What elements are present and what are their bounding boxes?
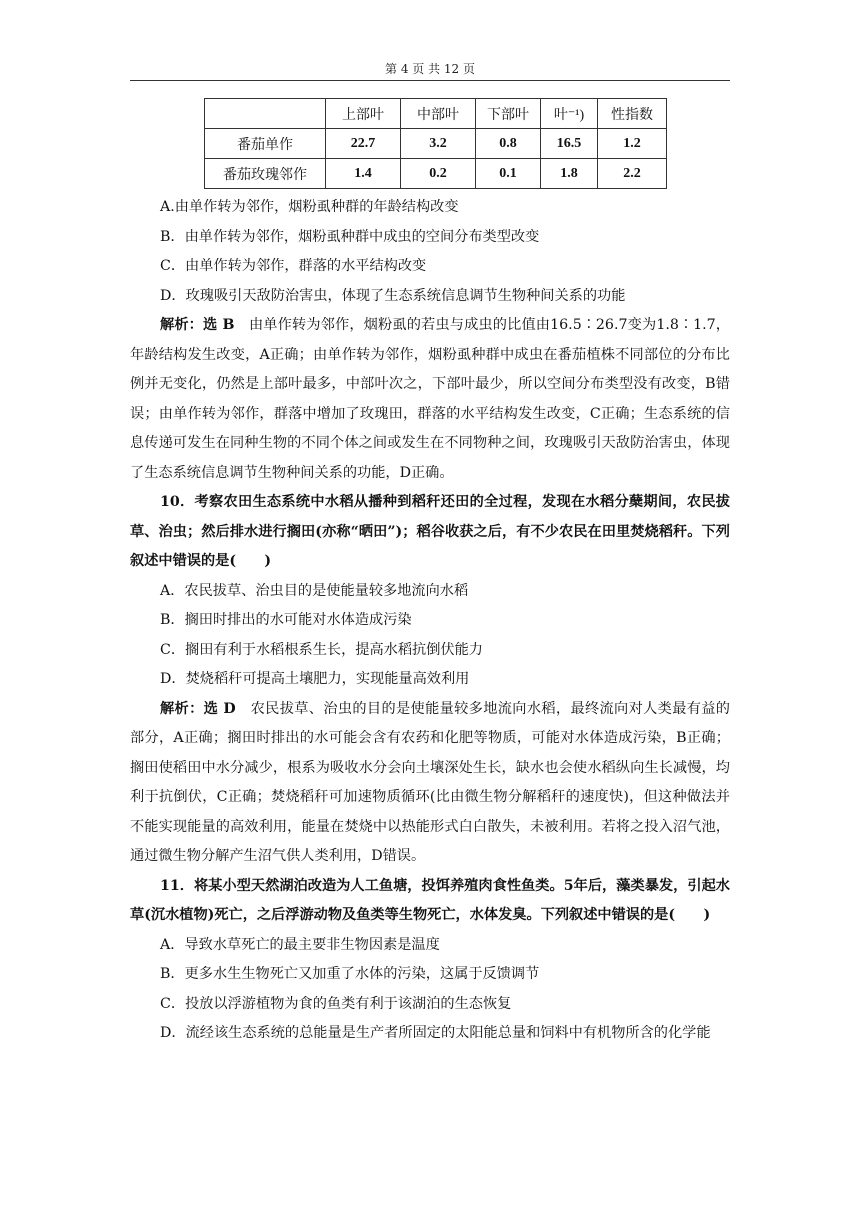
table-cell: 1.8 [541,159,598,189]
q11-option-d: D．流经该生态系统的总能量是生产者所固定的太阳能总量和饲料中有机物所含的化学能 [160,1025,711,1041]
q11-stem: 11．将某小型天然湖泊改造为人工鱼塘，投饵养殖肉食性鱼类。5年后，藻类暴发，引起水草(沉水植物)死亡，之后浮游动物及鱼类等生物死亡，水体发臭。下列叙述中错误的是( ) [130,877,730,923]
table-row [205,159,667,189]
q9-option-b: B．由单作转为邻作，烟粉虱种群中成虫的空间分布类型改变 [160,228,540,245]
table-cell: 1.4 [326,159,401,189]
table-cell: 0.2 [401,159,476,189]
table-header-row [205,99,667,129]
q10-option-b: B．搁田时排出的水可能对水体造成污染 [160,612,412,628]
table-cell: 16.5 [541,129,598,159]
analysis-text: 由单作转为邻作，烟粉虱的若虫与成虫的比值由16.5∶26.7变为1.8∶1.7，年龄结构发生改变，A正确；由单作转为邻作，烟粉虱种群中成虫在番茄植株不同部位的分布比例并无变化，仍然是上部叶最多，中部叶次之，下部叶最少，所以空间分布类型没有改变，B错误；由单作转为邻作，群落中增加了玫瑰田，群落的水平结构发生改变，C正确；生态系统的信息传递可发生在同种生物的不同个体之间或发生在不同物种之间，玫瑰吸引天敌防治害虫，体现了生态系统信息调节生物种间关系的功能，D正确。 [130,317,730,481]
analysis-label: 解析：选 B [160,317,235,333]
table-row [205,129,667,159]
q10-option-c: C．搁田有利于水稻根系生长，提高水稻抗倒伏能力 [160,641,483,658]
table-cell: 22.7 [326,129,401,159]
header-rule [130,80,730,81]
table-cell: 2.2 [598,159,667,189]
analysis-text: 农民拔草、治虫的目的是使能量较多地流向水稻，最终流向对人类最有益的部分，A正确；搁田时排出的水可能会含有农药和化肥等物质，可能对水体造成污染，B正确；搁田使稻田中水分减少，根系为吸收水分会向土壤深处生长，缺水也会使水稻纵向生长减慢，均利于抗倒伏，C正确；焚烧稻秆可加速物质循环(比由微生物分解稻秆的速度快)，但这种做法并不能实现能量的高效利用，能量在焚烧中以热能形式白白散失，未被利用。若将之投入沼气池，通过微生物分解产生沼气供人类利用，D错误。 [130,700,730,864]
table-header-cell [205,99,326,129]
q9-option-a: A.由单作转为邻作，烟粉虱种群的年龄结构改变 [160,199,459,215]
table-header-cell: 下部叶 [476,99,541,129]
table-cell: 0.1 [476,159,541,189]
table-row-label: 番茄玫瑰邻作 [205,159,326,189]
q9-option-d: D．玫瑰吸引天敌防治害虫，体现了生态系统信息调节生物种间关系的功能 [160,287,626,304]
table-cell: 0.8 [476,129,541,159]
q10-analysis [130,695,730,872]
table-cell: 3.2 [401,129,476,159]
content [130,193,730,1049]
table-header-cell: 中部叶 [401,99,476,129]
q10-stem: 10．考察农田生态系统中水稻从播种到稻秆还田的全过程，发现在水稻分蘖期间，农民拔草、治虫；然后排水进行搁田(亦称“晒田”)；稻谷收获之后，有不少农民在田里焚烧稻秆。下列叙述中错误的是( ) [130,494,730,569]
q11-option-c: C．投放以浮游植物为食的鱼类有利于该湖泊的生态恢复 [160,995,512,1012]
q10-option-a: A．农民拔草、治虫目的是使能量较多地流向水稻 [160,582,469,599]
table-header-cell: 上部叶 [326,99,401,129]
table-cell: 1.2 [598,129,667,159]
table-header-cell: 叶⁻¹) [541,99,598,129]
table-row-label: 番茄单作 [205,129,326,159]
table-header-cell: 性指数 [598,99,667,129]
q10-option-d: D．焚烧稻秆可提高土壤肥力，实现能量高效利用 [160,671,470,687]
q11-option-a: A．导致水草死亡的最主要非生物因素是温度 [160,936,440,953]
page-header: 第 4 页 共 12 页 [385,62,475,76]
q11-option-b: B．更多水生生物死亡又加重了水体的污染，这属于反馈调节 [160,966,540,982]
analysis-label: 解析：选 D [160,700,236,717]
q9-analysis [130,311,730,488]
data-table [204,98,667,189]
q9-option-c: C．由单作转为邻作，群落的水平结构改变 [160,258,427,274]
